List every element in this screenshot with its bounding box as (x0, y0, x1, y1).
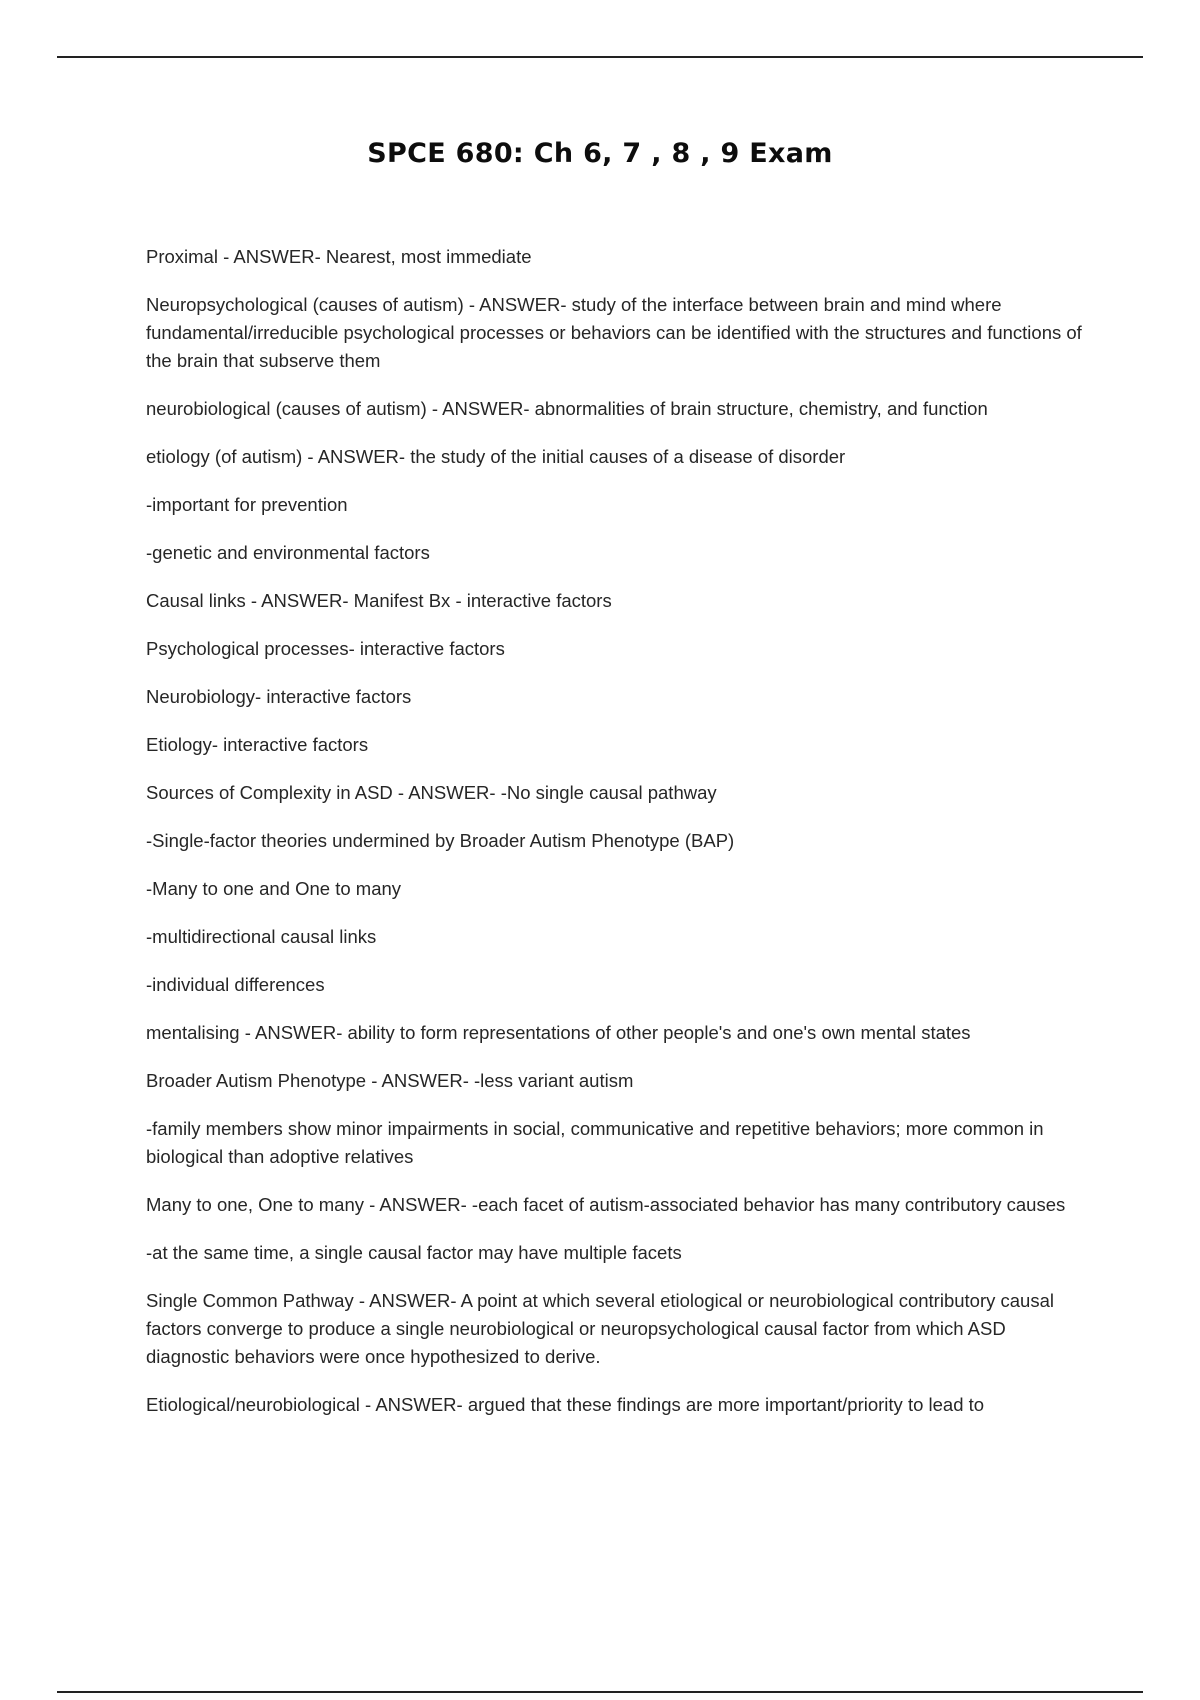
paragraph: mentalising - ANSWER- ability to form representations of other people's and one's own mental states (146, 1022, 971, 1043)
paragraph: Sources of Complexity in ASD - ANSWER- -No single causal pathway (146, 782, 717, 803)
paragraph: Psychological processes- interactive factors (146, 638, 505, 659)
footer-rule (57, 1691, 1143, 1693)
paragraph: etiology (of autism) - ANSWER- the study of the initial causes of a disease of disorder (146, 446, 846, 467)
paragraph: Neuropsychological (causes of autism) - ANSWER- study of the interface between brain and mind where fundamental/irreducible psychological processes or behaviors can be identified with the structures and functions of the brain that subserve them (146, 294, 1082, 371)
paragraph: Proximal - ANSWER- Nearest, most immediate (146, 246, 532, 267)
paragraph: -important for prevention (146, 494, 348, 515)
paragraph: -individual differences (146, 974, 325, 995)
paragraph: Single Common Pathway - ANSWER- A point at which several etiological or neurobiological contributory causal factors converge to produce a single neurobiological or neuropsychological causal factor from which ASD diagnostic behaviors were once hypothesized to derive. (146, 1290, 1054, 1367)
paragraph: -Many to one and One to many (146, 878, 402, 899)
paragraph: -multidirectional causal links (146, 926, 377, 947)
paragraph: Etiology- interactive factors (146, 734, 369, 755)
paragraph: -family members show minor impairments in social, communicative and repetitive behaviors; more common in biological than adoptive relatives (146, 1118, 1044, 1167)
paragraph: -at the same time, a single causal factor may have multiple facets (146, 1242, 682, 1263)
paragraph: -genetic and environmental factors (146, 542, 430, 563)
paragraph: neurobiological (causes of autism) - ANSWER- abnormalities of brain structure, chemistry, and function (146, 398, 988, 419)
document-title: SPCE 680: Ch 6, 7 , 8 , 9 Exam (367, 138, 833, 169)
document-body (146, 243, 1086, 1439)
paragraph: Neurobiology- interactive factors (146, 686, 412, 707)
paragraph: Broader Autism Phenotype - ANSWER- -less variant autism (146, 1070, 634, 1091)
header-rule (57, 56, 1143, 58)
paragraph: -Single-factor theories undermined by Broader Autism Phenotype (BAP) (146, 830, 735, 851)
paragraph: Many to one, One to many - ANSWER- -each facet of autism-associated behavior has many contributory causes (146, 1194, 1066, 1215)
paragraph: Causal links - ANSWER- Manifest Bx - interactive factors (146, 590, 612, 611)
paragraph: Etiological/neurobiological - ANSWER- argued that these findings are more important/priority to lead to (146, 1394, 985, 1415)
